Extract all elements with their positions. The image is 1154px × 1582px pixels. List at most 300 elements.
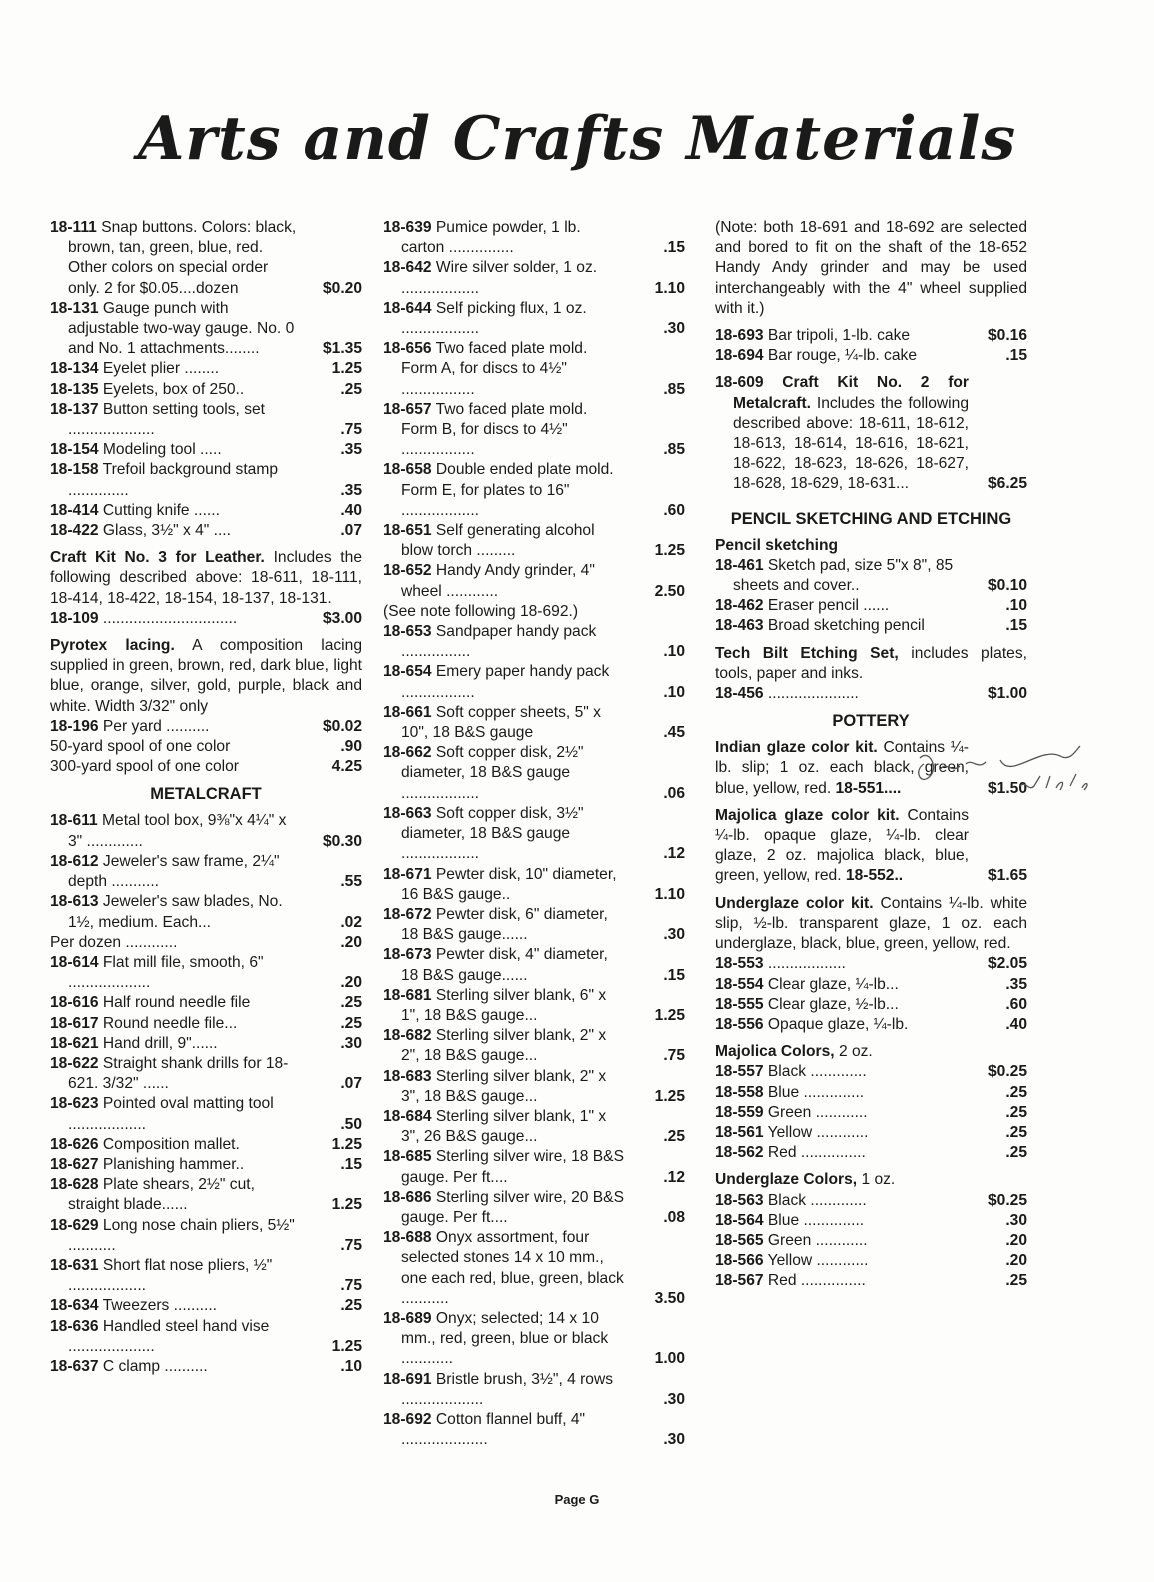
catalog-entry xyxy=(383,602,685,622)
kit2-number: 18-609 xyxy=(715,374,764,392)
item-description: Round needle file... xyxy=(102,1014,238,1032)
item-price: 1.25 xyxy=(654,1006,685,1024)
item-number: 18-686 xyxy=(383,1188,432,1206)
item-number: 18-661 xyxy=(383,703,432,721)
item-number: 18-657 xyxy=(383,400,432,418)
catalog-entry xyxy=(383,1107,685,1147)
item-price: .60 xyxy=(1005,995,1027,1013)
item-price: .30 xyxy=(663,320,685,338)
item-number: 18-614 xyxy=(50,953,99,971)
item-description: Planishing hammer.. xyxy=(102,1155,245,1173)
item-number: 18-623 xyxy=(50,1095,99,1113)
item-description: Red ............... xyxy=(767,1144,866,1162)
item-description: Yellow ............ xyxy=(767,1123,869,1141)
catalog-entry xyxy=(50,892,362,932)
etching-description xyxy=(715,644,1027,684)
item-description: Onyx; selected; 14 x 10 mm., red, green, blue or black ............ xyxy=(401,1309,609,1368)
item-number: 18-567 xyxy=(715,1272,764,1290)
item-number: 18-673 xyxy=(383,946,432,964)
item-number: 18-693 xyxy=(715,327,764,345)
item-description: Sterling silver blank, 2" x 3", 18 B&S gauge... xyxy=(401,1067,607,1105)
indian-price: $1.50 xyxy=(987,779,1027,797)
item-price: .75 xyxy=(340,1236,362,1254)
catalog-entry xyxy=(383,1147,685,1187)
catalog-entry xyxy=(50,811,362,851)
item-price: .35 xyxy=(1005,975,1027,993)
item-number: 18-636 xyxy=(50,1317,99,1335)
catalog-entry xyxy=(715,1251,1027,1271)
item-description: Modeling tool ..... xyxy=(102,441,222,459)
item-price: .40 xyxy=(340,501,362,519)
kit2-price: $6.25 xyxy=(987,475,1027,493)
item-number: 18-682 xyxy=(383,1027,432,1045)
item-description: Bar tripoli, 1-lb. cake xyxy=(767,327,911,345)
item-price: .15 xyxy=(663,239,685,257)
item-number: 18-564 xyxy=(715,1211,764,1229)
catalog-entry xyxy=(50,737,362,757)
catalog-entry xyxy=(715,954,1027,974)
item-number: 18-463 xyxy=(715,617,764,635)
indian-number: 18-551.... xyxy=(835,779,902,797)
catalog-entry xyxy=(383,743,685,804)
item-number: 18-653 xyxy=(383,623,432,641)
item-price: .25 xyxy=(340,1014,362,1032)
item-number: 18-111 xyxy=(50,219,97,236)
item-price: 1.25 xyxy=(654,542,685,560)
item-price: .75 xyxy=(663,1047,685,1065)
catalog-entry xyxy=(383,1410,685,1450)
item-description: 300-yard spool of one color xyxy=(50,758,239,776)
item-number: 18-134 xyxy=(50,360,99,378)
item-description: Double ended plate mold. Form E, for plates to 16" .................. xyxy=(401,461,614,519)
item-number: 18-553 xyxy=(715,955,764,973)
catalog-entry xyxy=(383,299,685,339)
pencil-heading: PENCIL SKETCHING AND ETCHING xyxy=(730,509,1012,528)
item-description: Soft copper disk, 2½" diameter, 18 B&S gauge .................. xyxy=(401,744,584,802)
grinder-note: (Note: both 18-691 and 18-692 are selected and bored to fit on the shaft of the 18-652 Handy Andy grinder and may be used interchangeably with the 4" wheel supplied with it.) xyxy=(715,219,1027,317)
catalog-entry xyxy=(50,218,362,299)
catalog-entry xyxy=(715,1271,1027,1291)
item-price: .06 xyxy=(663,784,685,802)
etching-text: includes plates, tools, paper and inks. xyxy=(715,644,1027,682)
catalog-entry xyxy=(715,975,1027,995)
item-price: .90 xyxy=(340,738,362,756)
pencil-list xyxy=(715,556,1027,637)
item-number: 18-414 xyxy=(50,501,99,519)
item-price: 1.10 xyxy=(654,279,685,297)
item-price: .60 xyxy=(663,501,685,519)
majolica-colors-size: 2 oz. xyxy=(838,1043,873,1061)
item-description: Tweezers .......... xyxy=(102,1297,218,1315)
indian-text: Contains ¼-lb. slip; 1 oz. each black, green, blue, yellow, red. xyxy=(715,739,969,797)
catalog-entry xyxy=(50,933,362,953)
catalog-entry xyxy=(383,703,685,743)
catalog-entry xyxy=(50,1094,362,1134)
item-number: 18-654 xyxy=(383,663,432,681)
item-price: .25 xyxy=(1005,1083,1027,1101)
item-price: .25 xyxy=(663,1128,685,1146)
item-description: Red ............... xyxy=(767,1272,866,1290)
item-number: 18-644 xyxy=(383,299,432,317)
item-number: 18-671 xyxy=(383,865,432,883)
catalog-entry xyxy=(50,1216,362,1256)
catalog-entry xyxy=(715,1123,1027,1143)
item-number: 18-672 xyxy=(383,905,432,923)
item-price: $1.35 xyxy=(322,340,362,358)
metalcraft-heading: METALCRAFT xyxy=(150,785,262,804)
item-price: .30 xyxy=(340,1034,362,1052)
catalog-entry xyxy=(50,440,362,460)
item-number: 18-621 xyxy=(50,1034,99,1052)
pyrotex-lead: Pyrotex lacing. xyxy=(50,637,175,655)
catalog-entry xyxy=(715,1143,1027,1163)
catalog-entry xyxy=(715,1231,1027,1251)
item-price: .40 xyxy=(1005,1015,1027,1033)
item-number: 18-631 xyxy=(50,1256,99,1274)
catalog-entry xyxy=(383,339,685,400)
catalog-entry xyxy=(715,596,1027,616)
item-description: Two faced plate mold. Form A, for discs to 4½" ................. xyxy=(401,340,588,398)
item-price: .10 xyxy=(1005,597,1027,615)
item-description: Button setting tools, set .................... xyxy=(68,400,266,439)
item-number: 18-461 xyxy=(715,556,764,574)
item-price: .25 xyxy=(340,994,362,1012)
item-description: Jeweler's saw frame, 2¼" depth ........... xyxy=(68,852,280,891)
item-number: 18-651 xyxy=(383,522,432,540)
item-description: Pewter disk, 10" diameter, 16 B&S gauge.. xyxy=(401,865,617,903)
catalog-entry xyxy=(50,400,362,440)
item-price: 2.50 xyxy=(654,582,685,600)
catalog-entry xyxy=(715,556,1027,596)
etching-dots: ..................... xyxy=(767,685,859,703)
item-description: Handled steel hand vise .................... xyxy=(68,1317,270,1355)
item-price: .85 xyxy=(663,380,685,398)
item-price: .10 xyxy=(663,643,685,661)
item-description: Pewter disk, 6" diameter, 18 B&S gauge...... xyxy=(401,905,608,944)
catalog-entry xyxy=(715,995,1027,1015)
kit3-lead: Craft Kit No. 3 for Leather. xyxy=(50,549,265,567)
kit2-text: Includes the following described above: 18-611, 18-612, 18-613, 18-614, 18-616, 18-621, 18-622, 18-623, 18-626, 18-627, 18-628, 18-629, 18-631... xyxy=(733,394,969,493)
item-description: Sketch pad, size 5"x 8", 85 sheets and cover.. xyxy=(733,556,954,595)
item-description: Black ............. xyxy=(767,1063,867,1081)
item-price: 3.50 xyxy=(654,1289,685,1307)
page-footer: Page G xyxy=(554,1492,600,1507)
underglaze-list xyxy=(715,954,1027,1035)
catalog-entry xyxy=(383,258,685,298)
kit3-number: 18-109 xyxy=(50,609,99,627)
item-description: Plate shears, 2½" cut, straight blade...... xyxy=(68,1176,255,1214)
item-price: 1.25 xyxy=(331,360,362,378)
item-price: .25 xyxy=(340,1297,362,1315)
pottery-heading: POTTERY xyxy=(832,712,910,731)
item-price: .15 xyxy=(663,966,685,984)
item-number: 18-634 xyxy=(50,1297,99,1315)
item-number: 18-611 xyxy=(50,812,98,830)
item-price: .25 xyxy=(1005,1144,1027,1162)
item-description: Opaque glaze, ¼-lb. xyxy=(767,1015,909,1033)
catalog-entry xyxy=(50,717,362,737)
pyrotex-text: A composition lacing supplied in green, brown, red, dark blue, light blue, orange, silver, gold, purple, black and white. Width 3/32" only xyxy=(50,637,362,715)
item-description: Blue .............. xyxy=(767,1083,865,1101)
item-number: 18-637 xyxy=(50,1357,99,1375)
item-number: 18-616 xyxy=(50,994,99,1012)
item-description: Eraser pencil ...... xyxy=(767,597,890,615)
item-description: Gauge punch with adjustable two-way gauge. No. 0 and No. 1 attachments........ xyxy=(68,299,295,358)
majolica-colors-title: Majolica Colors, xyxy=(715,1043,835,1061)
item-price: 1.10 xyxy=(654,885,685,903)
item-number: 18-566 xyxy=(715,1252,764,1270)
item-price: .15 xyxy=(1005,347,1027,365)
item-description: Flat mill file, smooth, 6" ................... xyxy=(68,953,264,992)
catalog-entry xyxy=(50,1054,362,1094)
item-number: 18-563 xyxy=(715,1191,764,1209)
item-description: Pewter disk, 4" diameter, 18 B&S gauge...... xyxy=(401,946,608,984)
item-price: $0.25 xyxy=(987,1191,1027,1209)
item-description: Half round needle file xyxy=(102,994,251,1012)
underglaze-text: Contains ¼-lb. white slip, ½-lb. transparent glaze, 1 oz. each underglaze, black, blue, green, yellow, red. xyxy=(715,894,1027,953)
item-number: 18-662 xyxy=(383,744,432,762)
item-description: Soft copper sheets, 5" x 10", 18 B&S gauge xyxy=(401,703,601,742)
etching-price-row xyxy=(715,684,1027,704)
item-description: Trefoil background stamp .............. xyxy=(68,461,278,499)
item-description: Green ............ xyxy=(767,1231,868,1249)
item-number: 18-135 xyxy=(50,380,99,398)
item-price: .10 xyxy=(340,1357,362,1375)
item-description: Sterling silver wire, 20 B&S gauge. Per ft.... xyxy=(401,1188,624,1226)
item-price: $0.25 xyxy=(987,1063,1027,1081)
catalog-entry xyxy=(50,1014,362,1034)
item-number: 18-559 xyxy=(715,1103,764,1121)
column-2 xyxy=(383,218,685,1450)
item-description: Long nose chain pliers, 5½" ........... xyxy=(68,1216,295,1254)
item-description: 50-yard spool of one color xyxy=(50,738,231,756)
item-price: $2.05 xyxy=(987,955,1027,973)
underglaze-colors-list xyxy=(715,1191,1027,1292)
item-description: Green ............ xyxy=(767,1103,868,1121)
item-description: Pointed oval matting tool .................. xyxy=(68,1095,274,1133)
item-number: 18-554 xyxy=(715,975,764,993)
kit3-price: $3.00 xyxy=(322,609,362,627)
catalog-entry xyxy=(50,1155,362,1175)
item-description: Sterling silver blank, 2" x 2", 18 B&S gauge... xyxy=(401,1027,607,1065)
catalog-entry xyxy=(383,521,685,561)
item-price: .45 xyxy=(663,724,685,742)
catalog-entry xyxy=(715,616,1027,636)
catalog-entry xyxy=(50,460,362,500)
catalog-entry xyxy=(383,1228,685,1309)
item-number: 18-692 xyxy=(383,1410,432,1428)
polish-list xyxy=(715,326,1027,366)
item-number: 18-642 xyxy=(383,259,432,277)
item-description: Black ............. xyxy=(767,1191,867,1209)
underglaze-kit xyxy=(715,894,1027,955)
item-description: Composition mallet. xyxy=(102,1135,240,1153)
item-number: 18-684 xyxy=(383,1107,432,1125)
item-price: .12 xyxy=(663,845,685,863)
item-description: Handy Andy grinder, 4" wheel ............ xyxy=(401,562,595,600)
item-description: Bristle brush, 3½", 4 rows ................... xyxy=(401,1370,614,1408)
item-description: Soft copper disk, 3½" diameter, 18 B&S gauge .................. xyxy=(401,804,584,863)
item-description: Broad sketching pencil xyxy=(767,617,925,635)
item-price: 1.25 xyxy=(331,1196,362,1214)
catalog-entry xyxy=(50,521,362,541)
catalog-entry xyxy=(50,1175,362,1215)
item-price: .25 xyxy=(1005,1123,1027,1141)
item-number: 18-627 xyxy=(50,1155,99,1173)
catalog-entry xyxy=(383,865,685,905)
catalog-entry xyxy=(383,218,685,258)
item-price: $0.02 xyxy=(322,717,362,735)
indian-lead: Indian glaze color kit. xyxy=(715,739,878,757)
item-price: .07 xyxy=(340,1075,362,1093)
kit3-dots: ............................... xyxy=(102,609,238,627)
item-description: Sandpaper handy pack ................ xyxy=(401,623,597,661)
item-description: Onyx assortment, four selected stones 14 x 10 mm., one each red, blue, green, black ........... xyxy=(401,1229,624,1307)
item-description: Self generating alcohol blow torch ......... xyxy=(401,522,595,560)
catalog-entry xyxy=(50,1357,362,1377)
catalog-entry xyxy=(50,359,362,379)
catalog-entry xyxy=(383,1067,685,1107)
catalog-entry xyxy=(50,852,362,892)
item-number: 18-691 xyxy=(383,1370,432,1388)
item-number: 18-656 xyxy=(383,340,432,358)
item-number: 18-558 xyxy=(715,1083,764,1101)
kit3-description xyxy=(50,548,362,609)
item-description: Two faced plate mold. Form B, for discs to 4½" ................. xyxy=(401,400,588,459)
catalog-entry xyxy=(50,299,362,360)
item-number: 18-681 xyxy=(383,986,432,1004)
majolica-number: 18-552.. xyxy=(845,867,904,885)
item-description: Short flat nose pliers, ½" .................. xyxy=(68,1256,273,1295)
item-price: .30 xyxy=(663,1390,685,1408)
catalog-entry xyxy=(383,1026,685,1066)
item-number: 18-658 xyxy=(383,461,432,479)
item-number: 18-689 xyxy=(383,1309,432,1327)
item-price: .30 xyxy=(1005,1211,1027,1229)
catalog-entry xyxy=(50,380,362,400)
item-description: Glass, 3½" x 4" .... xyxy=(102,522,231,540)
item-price: 4.25 xyxy=(331,758,362,776)
kit3-text: Includes the following described above: 18-611, 18-111, 18-414, 18-422, 18-154, 18-137, 18-131. xyxy=(50,549,362,607)
item-price: .08 xyxy=(663,1208,685,1226)
item-price: .25 xyxy=(340,380,362,398)
catalog-entry xyxy=(715,1211,1027,1231)
catalog-entry xyxy=(715,1083,1027,1103)
item-description: Pumice powder, 1 lb. carton ............... xyxy=(401,219,581,257)
item-number: 18-688 xyxy=(383,1229,432,1247)
item-number: 18-556 xyxy=(715,1015,764,1033)
metal-supplies-list xyxy=(383,218,685,1450)
majolica-colors-head xyxy=(715,1042,1027,1062)
item-number: 18-663 xyxy=(383,804,432,822)
item-number: 18-137 xyxy=(50,400,99,418)
underglaze-lead: Underglaze color kit. xyxy=(715,894,874,912)
metalcraft-list xyxy=(50,811,362,1377)
item-price: .10 xyxy=(663,683,685,701)
pyrotex-description xyxy=(50,636,362,717)
catalog-entry xyxy=(50,1256,362,1296)
item-description: Sterling silver blank, 6" x 1", 18 B&S gauge... xyxy=(401,986,607,1024)
item-price: 1.25 xyxy=(331,1337,362,1355)
item-price: .20 xyxy=(1005,1252,1027,1270)
item-number: 18-196 xyxy=(50,717,99,735)
item-number: 18-652 xyxy=(383,562,432,580)
item-number: 18-613 xyxy=(50,893,99,911)
item-number: 18-158 xyxy=(50,461,99,479)
item-price: .35 xyxy=(340,441,362,459)
item-description: C clamp .......... xyxy=(102,1357,208,1375)
item-number: 18-422 xyxy=(50,522,99,540)
catalog-entry xyxy=(50,1296,362,1316)
majolica-price: $1.65 xyxy=(987,867,1027,885)
kit2-entry xyxy=(715,373,1027,494)
item-price: .12 xyxy=(663,1168,685,1186)
item-price: .25 xyxy=(1005,1272,1027,1290)
underglaze-colors-size: 1 oz. xyxy=(861,1171,896,1189)
majolica-kit xyxy=(715,806,1027,887)
item-number: 18-462 xyxy=(715,597,764,615)
item-description: Clear glaze, ½-lb... xyxy=(767,995,899,1013)
item-description: Self picking flux, 1 oz. .................. xyxy=(401,299,587,338)
item-description: Wire silver solder, 1 oz. .................. xyxy=(401,259,598,297)
item-price: .35 xyxy=(340,481,362,499)
item-number: 18-555 xyxy=(715,995,764,1013)
catalog-entry xyxy=(715,1015,1027,1035)
item-price: $0.10 xyxy=(987,577,1027,595)
item-number: 18-683 xyxy=(383,1067,432,1085)
item-price: 1.25 xyxy=(654,1087,685,1105)
item-description: Per dozen ............ xyxy=(50,933,178,951)
item-price: $0.16 xyxy=(987,327,1027,345)
item-number: 18-639 xyxy=(383,219,432,236)
item-number: 18-562 xyxy=(715,1144,764,1162)
handwritten-signature xyxy=(900,740,1125,800)
item-description: Eyelet plier ........ xyxy=(102,360,220,378)
kit2-lead: Craft Kit No. 2 for Metalcraft. xyxy=(733,374,969,412)
item-number: 18-557 xyxy=(715,1063,764,1081)
etching-price: $1.00 xyxy=(987,685,1027,703)
item-price: .20 xyxy=(340,933,362,951)
item-price: .55 xyxy=(340,873,362,891)
item-number: 18-131 xyxy=(50,299,99,317)
item-description: Jeweler's saw blades, No. 1½, medium. Each... xyxy=(68,893,283,931)
item-price: .07 xyxy=(340,522,362,540)
item-price: .30 xyxy=(663,926,685,944)
catalog-entry xyxy=(383,804,685,865)
catalog-entry xyxy=(383,1188,685,1228)
catalog-entry xyxy=(50,1034,362,1054)
item-number: 18-622 xyxy=(50,1054,99,1072)
pyrotex-list xyxy=(50,717,362,778)
column-1 xyxy=(50,218,362,1377)
catalog-entry xyxy=(50,953,362,993)
item-price: .20 xyxy=(340,974,362,992)
item-price: .25 xyxy=(1005,1103,1027,1121)
item-description: Sterling silver wire, 18 B&S gauge. Per ft.... xyxy=(401,1148,624,1186)
item-description: Emery paper handy pack ................. xyxy=(401,663,610,701)
underglaze-colors-head xyxy=(715,1170,1027,1190)
item-description: Cotton flannel buff, 4" .................... xyxy=(401,1410,586,1449)
kit3-price-row xyxy=(50,609,362,629)
catalog-entry xyxy=(383,1309,685,1370)
item-description: Eyelets, box of 250.. xyxy=(102,380,245,398)
catalog-entry xyxy=(50,1135,362,1155)
item-price: $0.20 xyxy=(322,279,362,297)
item-description: (See note following 18-692.) xyxy=(383,602,579,620)
catalog-entry xyxy=(383,1370,685,1410)
catalog-entry xyxy=(715,1103,1027,1123)
item-price: 1.25 xyxy=(331,1135,362,1153)
